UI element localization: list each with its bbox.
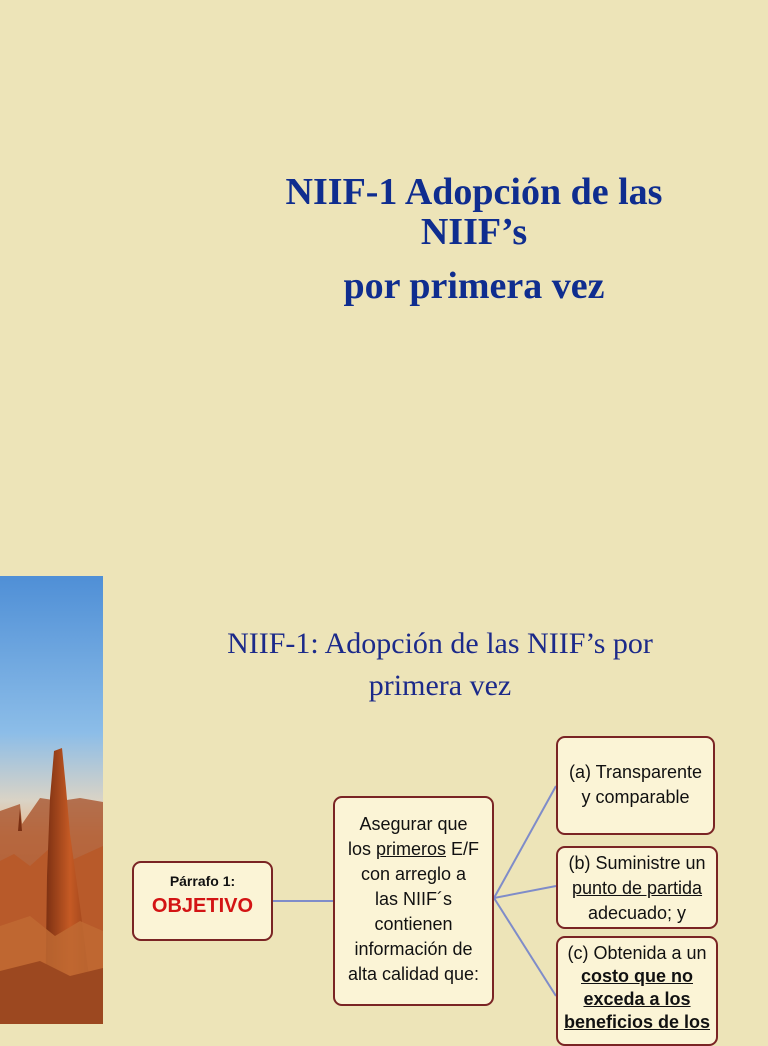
- connector-center-a: [494, 786, 556, 898]
- item-b-box: [556, 846, 718, 929]
- item-c-line-3: exceda a los: [583, 989, 691, 1009]
- objective-description-box: [333, 796, 494, 1006]
- center-line-2b: primeros: [375, 839, 446, 859]
- item-b-line-2: punto de partida: [571, 878, 703, 898]
- center-line-1: Asegurar que: [359, 814, 468, 834]
- slide-2-title-line-2: primera vez: [368, 669, 512, 702]
- item-a-box: [556, 736, 715, 835]
- center-line-2a: los: [347, 839, 376, 859]
- item-b-line-1: (b) Suministre un: [568, 853, 706, 873]
- objective-paragraph-label: Párrafo 1:: [169, 873, 236, 889]
- item-c-line-4: beneficios de los: [563, 1012, 711, 1032]
- item-a-line-2: y comparable: [581, 787, 690, 807]
- item-c-line-2: costo que no: [581, 966, 693, 986]
- center-line-3: con arreglo a: [360, 864, 467, 884]
- center-line-2c: E/F: [446, 839, 480, 859]
- connector-center-c: [494, 898, 556, 996]
- title-line-3: por primera vez: [343, 265, 605, 307]
- item-b-line-3: adecuado; y: [587, 903, 687, 923]
- connector-center-b: [494, 886, 556, 898]
- objective-heading: OBJETIVO: [151, 895, 254, 917]
- slide-1-title: [200, 172, 748, 306]
- center-line-7: alta calidad que:: [347, 964, 480, 984]
- title-line-2: NIIF’s: [420, 211, 528, 253]
- slide-2-title-line-1: NIIF-1: Adopción de las NIIF’s por: [227, 627, 653, 660]
- center-line-4: las NIIF´s: [374, 889, 452, 909]
- item-c-line-1: (c) Obtenida a un: [567, 943, 707, 963]
- item-a-line-1: (a) Transparente: [568, 762, 703, 782]
- item-c-box: [556, 936, 718, 1046]
- slide-2: [0, 576, 768, 1032]
- title-line-1: NIIF-1 Adopción de las: [285, 171, 663, 213]
- center-line-6: información de: [354, 939, 473, 959]
- center-line-5: contienen: [374, 914, 453, 934]
- objective-box: [132, 861, 273, 941]
